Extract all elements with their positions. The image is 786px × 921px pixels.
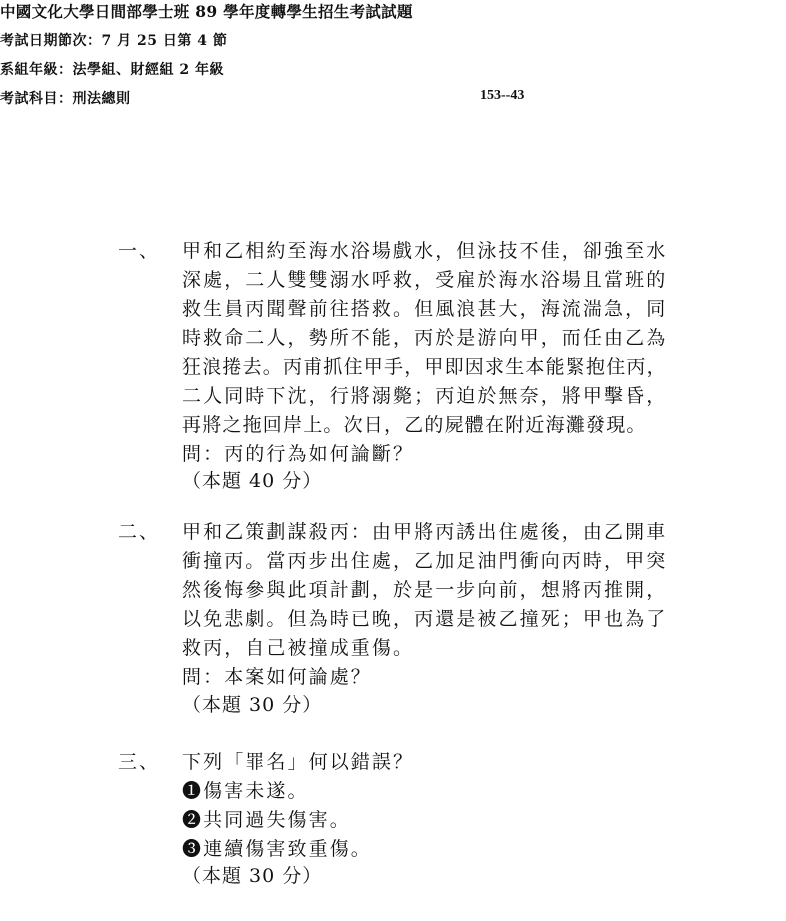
question-text-line: 救生員丙聞聲前往搭救。但風浪甚大，海流湍急，同 xyxy=(182,298,668,320)
question-text-line: 甲和乙策劃謀殺丙：由甲將丙誘出住處後，由乙開車 xyxy=(182,521,668,543)
question-text-line: 以免悲劇。但為時已晚，丙還是被乙撞死；甲也為了 xyxy=(182,608,668,630)
question-text-line: 救丙，自己被撞成重傷。 xyxy=(182,637,415,659)
question-score: （本題 30 分） xyxy=(182,865,323,887)
page-code: 153--43 xyxy=(480,88,525,103)
question-text-line: 深處，二人雙雙溺水呼救，受雇於海水浴場且當班的 xyxy=(182,269,668,291)
question-number: 二、 xyxy=(118,521,161,543)
exam-subject: 考試科目：刑法總則 xyxy=(0,91,131,107)
question-prompt: 下列「罪名」何以錯誤？ xyxy=(182,751,415,773)
question-prompt: 問：本案如何論處？ xyxy=(182,666,372,688)
question-text-line: 再將之拖回岸上。次日，乙的屍體在附近海灘發現。 xyxy=(182,414,647,436)
department-grade: 系組年級：法學組、財經組 2 年級 xyxy=(0,62,224,78)
exam-date-session: 考試日期節次：7 月 25 日第 4 節 xyxy=(0,33,228,49)
answer-option-3: ❸連續傷害致重傷。 xyxy=(182,838,372,860)
exam-title: 中國文化大學日間部學士班 89 學年度轉學生招生考試試題 xyxy=(0,2,413,21)
question-score: （本題 40 分） xyxy=(182,470,323,492)
question-text-line: 狂浪捲去。丙甫抓住甲手，甲即因求生本能緊抱住丙， xyxy=(182,356,667,378)
question-text-line: 二人同時下沈，行將溺斃；丙迫於無奈，將甲擊昏， xyxy=(182,385,668,407)
question-number: 三、 xyxy=(118,751,161,773)
question-score: （本題 30 分） xyxy=(182,694,323,716)
answer-option-1: ❶傷害未遂。 xyxy=(182,780,309,802)
answer-option-2: ❷共同過失傷害。 xyxy=(182,809,351,831)
question-text-line: 然後悔參與此項計劃，於是一步向前，想將丙推開， xyxy=(182,579,668,601)
question-text-line: 時救命二人，勢所不能，丙於是游向甲，而任由乙為 xyxy=(182,327,668,349)
question-number: 一、 xyxy=(118,240,161,262)
question-text-line: 甲和乙相約至海水浴場戲水，但泳技不佳，卻強至水 xyxy=(182,240,668,262)
question-text-line: 衝撞丙。當丙步出住處，乙加足油門衝向丙時，甲突 xyxy=(182,550,668,572)
question-prompt: 問：丙的行為如何論斷？ xyxy=(182,443,415,465)
